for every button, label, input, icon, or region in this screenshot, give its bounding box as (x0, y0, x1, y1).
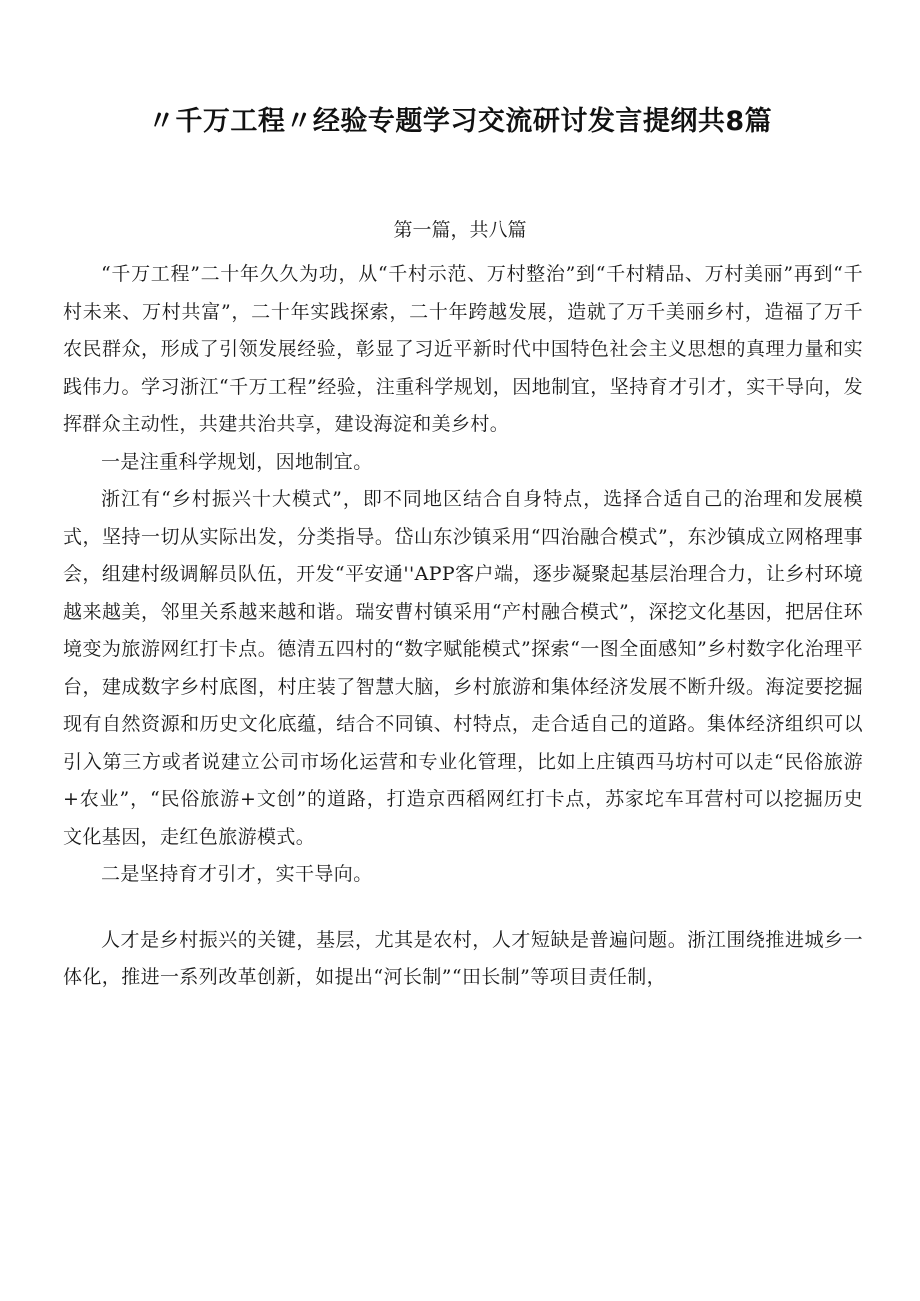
document-body (63, 256, 863, 997)
document-title: 〃千万工程〃经验专题学习交流研讨发言提纲共8篇 (147, 106, 773, 137)
section-heading-2: 二是坚持育才引才，实干导向。 (101, 863, 373, 885)
paragraph-section-2: 人才是乡村振兴的关键，基层，尤其是农村，人才短缺是普遍问题。浙江围绕推进城乡一体化，推进一系列改革创新，如提出“河长制”“田长制”等项目责任制， (63, 928, 863, 988)
section-heading-1: 一是注重科学规划，因地制宜。 (101, 450, 373, 473)
paragraph-section-1: 浙江有“乡村振兴十大模式”，即不同地区结合自身特点，选择合适自己的治理和发展模式，坚持一切从实际出发，分类指导。岱山东沙镇采用“四治融合模式”，东沙镇成立网格理事会，组建村级调解员队伍，开发“平安通''APP客户端，逐步凝聚起基层治理合力，让乡村环境越来越美，邻里关系越来越和谐。瑞安曹村镇采用“产村融合模式”，深挖文化基因，把居住环境变为旅游网红打卡点。德清五四村的“数字赋能模式”探索“一图全面感知”乡村数字化治理平台，建成数字乡村底图，村庄装了智慧大脑，乡村旅游和集体经济发展不断升级。海淀要挖掘现有自然资源和历史文化底蕴，结合不同镇、村特点，走合适自己的道路。集体经济组织可以引入第三方或者说建立公司市场化运营和专业化管理，比如上庄镇西马坊村可以走“民俗旅游+农业”，“民俗旅游+文创”的道路，打造京西稻网红打卡点，苏家坨车耳营村可以挖掘历史文化基因，走红色旅游模式。 (63, 488, 863, 848)
paragraph-intro: “千万工程”二十年久久为功，从“千村示范、万村整治”到“千村精品、万村美丽”再到“千村未来、万村共富”，二十年实践探索，二十年跨越发展，造就了万千美丽乡村，造福了万千农民群众，形成了引领发展经验，彰显了习近平新时代中国特色社会主义思想的真理力量和实践伟力。学习浙江“千万工程”经验，注重科学规划，因地制宜，坚持育才引才，实干导向，发挥群众主动性，共建共治共享，建设海淀和美乡村。 (63, 263, 863, 435)
document-subtitle: 第一篇，共八篇 (393, 219, 527, 241)
